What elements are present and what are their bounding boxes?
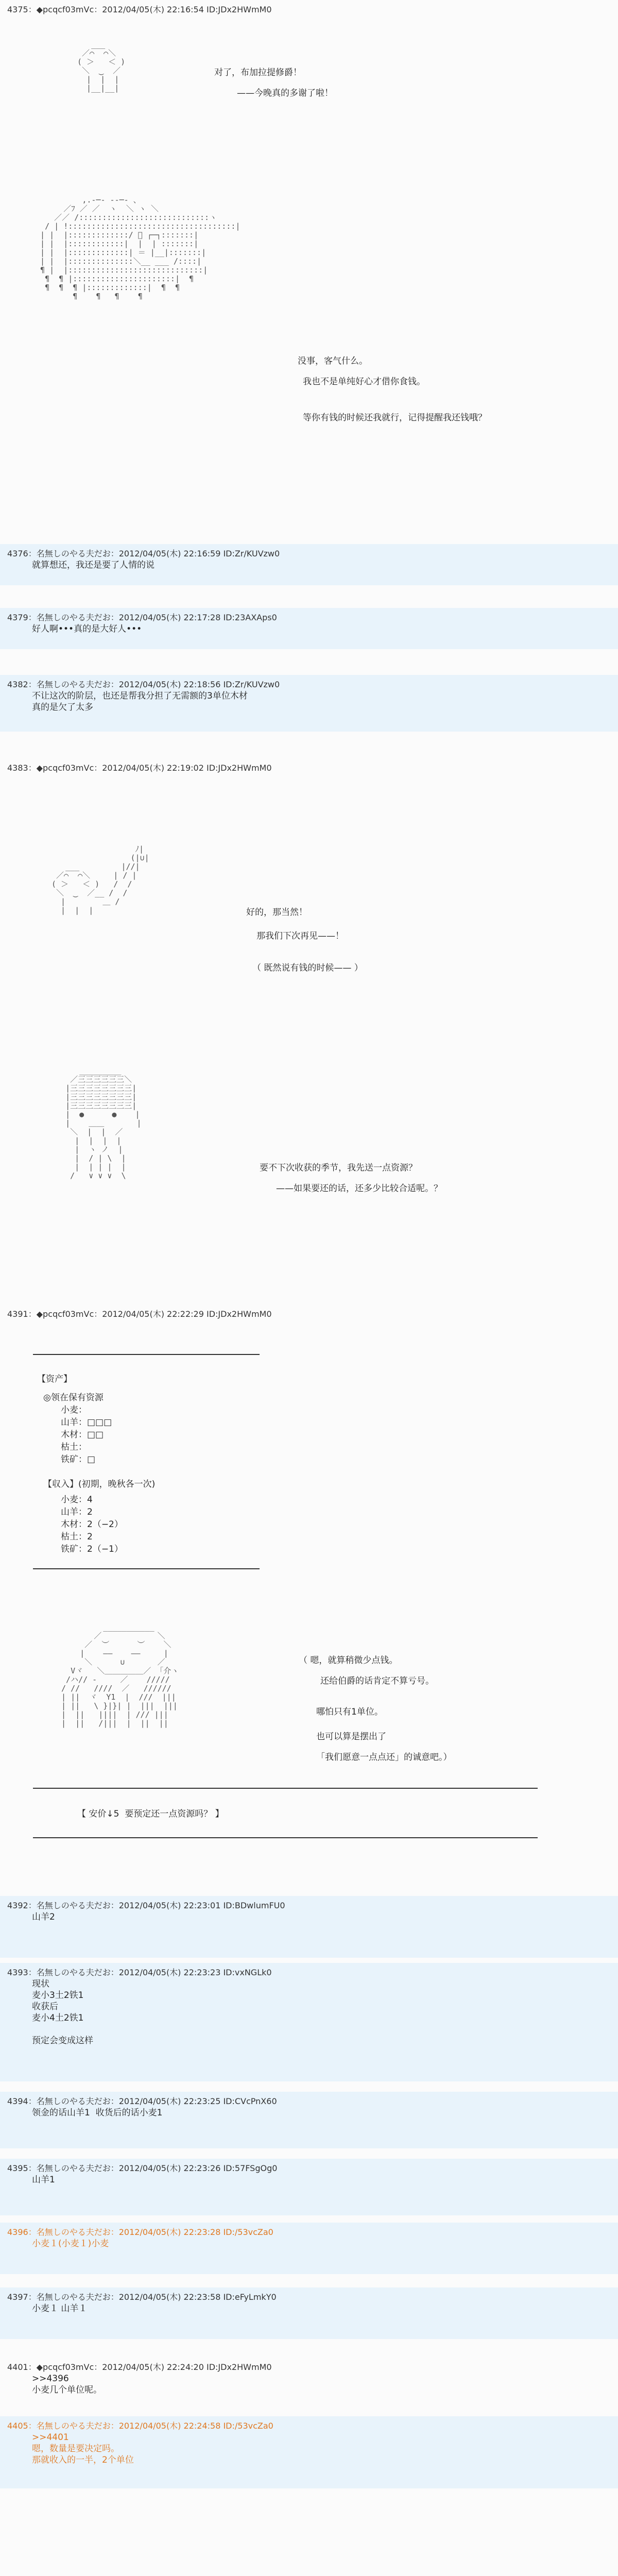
asset-line: 铁矿：□ bbox=[61, 1454, 96, 1465]
post-4383 bbox=[0, 762, 618, 778]
post-body: 山羊2 bbox=[32, 1912, 55, 1922]
divider bbox=[33, 1568, 260, 1569]
income-line: 小麦：4 bbox=[61, 1495, 93, 1505]
dialogue-line: （ 既然说有钱的时候—— ） bbox=[252, 963, 363, 973]
asset-line: 小麦： bbox=[61, 1405, 87, 1415]
divider bbox=[33, 1354, 260, 1355]
post-4379 bbox=[0, 608, 618, 649]
income-line: 铁矿：2（−1） bbox=[61, 1544, 123, 1554]
post-4376 bbox=[0, 544, 618, 585]
post-header: 4382：名無しのやる夫だお：2012/04/05(木) 22:18:56 ID:Zr/KUVzw0 bbox=[7, 680, 280, 689]
divider bbox=[33, 1788, 538, 1789]
dialogue-line: ——如果要还的话，还多少比较合适呢。？ bbox=[276, 1183, 442, 1194]
post-body: 不让这次的阶层，也还是帮我分担了无需额的3单位木材 真的是欠了太多 bbox=[32, 691, 248, 713]
post-header: 4383：◆pcqcf03mVc：2012/04/05(木) 22:19:02 ID:JDx2HWmM0 bbox=[7, 763, 272, 773]
post-4401 bbox=[0, 2358, 618, 2409]
dialogue-line: 我也不是单纯好心才借你食钱。 bbox=[303, 377, 425, 387]
ascii-art-character: _________ ／三三三三三三＼ |三三三三三三三三| |三三三三三三三三| |三三三三三三三三| | ● ● | | ＿＿ | ＼ | | ／ | | | | | ヽ ノ | | / | \ | | | | | | / ∨ ∨ ∨ \ bbox=[65, 1066, 142, 1180]
income-heading: 【収入】(初期，晚秋各一次) bbox=[43, 1479, 156, 1489]
post-body: 现状 麦小3土2铁1 收获后 麦小4土2铁1 预定会变成这样 bbox=[32, 1979, 93, 2046]
ascii-art-character: ___________ ／ ＼ ／ ︶ ︶ ＼ | —— —— | ＼ ∪ ／ Vヾ ＼＿＿＿＿＿／ 「介ヽ /ハ// ‐ ／ ///// / // //// ／ ////// | || ヾ Y1 | /// ||| | || \ }|}| | ||| ||| | || |||| | /// ||| | || /||| | || || bbox=[61, 1622, 179, 1728]
dialogue-line: 还给伯爵的话肯定不算亏号。 bbox=[320, 1676, 434, 1686]
post-4395 bbox=[0, 2159, 618, 2215]
dialogue-line: 「我们愿意一点点还」的诚意吧。） bbox=[316, 1752, 452, 1762]
dialogue-line: 哪怕只有1单位。 bbox=[316, 1707, 383, 1717]
divider bbox=[33, 1837, 538, 1838]
post-header: 4376：名無しのやる夫だお：2012/04/05(木) 22:16:59 ID:Zr/KUVzw0 bbox=[7, 549, 280, 558]
post-body: >>4401 嗯，数量是要决定吗。 那就收入的一半，2个单位 bbox=[32, 2432, 134, 2465]
dialogue-line: 等你有钱的时候还我就行，记得提醒我还钱哦？ bbox=[303, 413, 487, 423]
dialogue-line: 要不下次收获的季节，我先送一点资源？ bbox=[260, 1163, 417, 1173]
choice-prompt: 【 安价↓5 要预定还一点资源吗？ 】 bbox=[77, 1809, 224, 1819]
ascii-art-character: ___ ／⌒ ⌒＼ ( ＞ ＜ ) ＼ ‿ ／ | | | |__|__| bbox=[77, 40, 126, 93]
asset-line: 木材：□□ bbox=[61, 1430, 104, 1440]
post-4405 bbox=[0, 2416, 618, 2488]
income-line: 枯土：2 bbox=[61, 1532, 93, 1542]
dialogue-line: （ 嗯，就算稍微少点钱。 bbox=[299, 1655, 398, 1666]
asset-line: 枯土： bbox=[61, 1442, 87, 1452]
post-header: 4393：名無しのやる夫だお：2012/04/05(木) 22:23:23 ID:vxNGLk0 bbox=[7, 1968, 272, 1977]
post-4393 bbox=[0, 1963, 618, 2081]
post-4397 bbox=[0, 2287, 618, 2339]
status-title: 【资产】 bbox=[37, 1374, 72, 1384]
post-body: 领金的话山羊1 收货后的话小麦1 bbox=[32, 2108, 163, 2118]
post-header: 4392：名無しのやる夫だお：2012/04/05(木) 22:23:01 ID:BDwlumFU0 bbox=[7, 1901, 285, 1910]
dialogue-line: 也可以算是摆出了 bbox=[316, 1732, 386, 1742]
post-header: 4379：名無しのやる夫だお：2012/04/05(木) 22:17:28 ID:23AXAps0 bbox=[7, 613, 277, 622]
post-body: >>4396 小麦几个单位呢。 bbox=[32, 2374, 102, 2395]
post-4391 bbox=[0, 1309, 618, 1324]
dialogue-line: 那我们下次再见——！ bbox=[256, 931, 344, 941]
asset-line: 山羊：□□□ bbox=[61, 1417, 112, 1428]
post-body: 好人啊•••真的是大好人••• bbox=[32, 624, 142, 634]
post-header: 4397：名無しのやる夫だお：2012/04/05(木) 22:23:58 ID:eFyLmkY0 bbox=[7, 2292, 277, 2302]
post-4382 bbox=[0, 675, 618, 732]
dialogue-line: ——今晚真的多谢了啦！ bbox=[237, 88, 333, 98]
post-body: 就算想还，我还是要了人情的说 bbox=[32, 560, 154, 570]
dialogue-line: 好的，那当然！ bbox=[246, 907, 307, 918]
post-4394 bbox=[0, 2092, 618, 2148]
ascii-art-character: ,.-─‐ ‐‐─- 、 ／ﾌ ／ ／ ヽ ＼ ヽ ＼ ／／ /::::::::::::::::::::::::::::ヽ / | !::::::::::::::::::::::::::::::::::::| | | |:::::::::::::/ ﾞ ┌─┐:::::::| | | |::::::::::::| | | :::::::| | | |:::::::::::::| ＝ |__|:::::::| | | |::::::::::::::＼__ ___ /::::| ¶ | |:::::::::::::::::::::::::::::| ¶ ¶ |::::::::::::::::::::::| ¶ ¶ ¶ ¶ |:::::::::::::| ¶ ¶ ¶ ¶ ¶ ¶ bbox=[40, 195, 241, 301]
post-header: 4395：名無しのやる夫だお：2012/04/05(木) 22:23:26 ID:57FSgOg0 bbox=[7, 2163, 278, 2173]
post-body: 山羊1 bbox=[32, 2175, 55, 2185]
post-header: 4394：名無しのやる夫だお：2012/04/05(木) 22:23:25 ID:CVcPnX60 bbox=[7, 2096, 277, 2106]
ascii-art-character: ﾉ| (|∪| ___ |//| ／⌒ ⌒＼ | / | ( ＞ ＜ ) / / ＼ ‿ ／__ / / | ＿ / | | | bbox=[52, 844, 149, 915]
income-line: 山羊：2 bbox=[61, 1507, 93, 1517]
post-header: 4391：◆pcqcf03mVc：2012/04/05(木) 22:22:29 ID:JDx2HWmM0 bbox=[7, 1309, 272, 1319]
post-header: 4375：◆pcqcf03mVc：2012/04/05(木) 22:16:54 ID:JDx2HWmM0 bbox=[7, 5, 272, 14]
post-body: 小麦１ 山羊１ bbox=[32, 2303, 88, 2314]
post-4392 bbox=[0, 1896, 618, 1958]
dialogue-line: 没事，客气什么。 bbox=[298, 356, 368, 366]
post-header: 4405：名無しのやる夫だお：2012/04/05(木) 22:24:58 ID:/53vcZa0 bbox=[7, 2421, 273, 2431]
post-header: 4396：名無しのやる夫だお：2012/04/05(木) 22:23:28 ID:/53vcZa0 bbox=[7, 2227, 273, 2237]
post-header: 4401：◆pcqcf03mVc：2012/04/05(木) 22:24:20 ID:JDx2HWmM0 bbox=[7, 2362, 272, 2372]
income-line: 木材：2（−2） bbox=[61, 1519, 123, 1530]
assets-heading: ◎领在保有资源 bbox=[43, 1393, 104, 1403]
dialogue-line: 对了，布加拉提修爵！ bbox=[214, 67, 302, 78]
post-4396 bbox=[0, 2223, 618, 2274]
post-body: 小麦１(小麦１)小麦 bbox=[32, 2239, 109, 2249]
